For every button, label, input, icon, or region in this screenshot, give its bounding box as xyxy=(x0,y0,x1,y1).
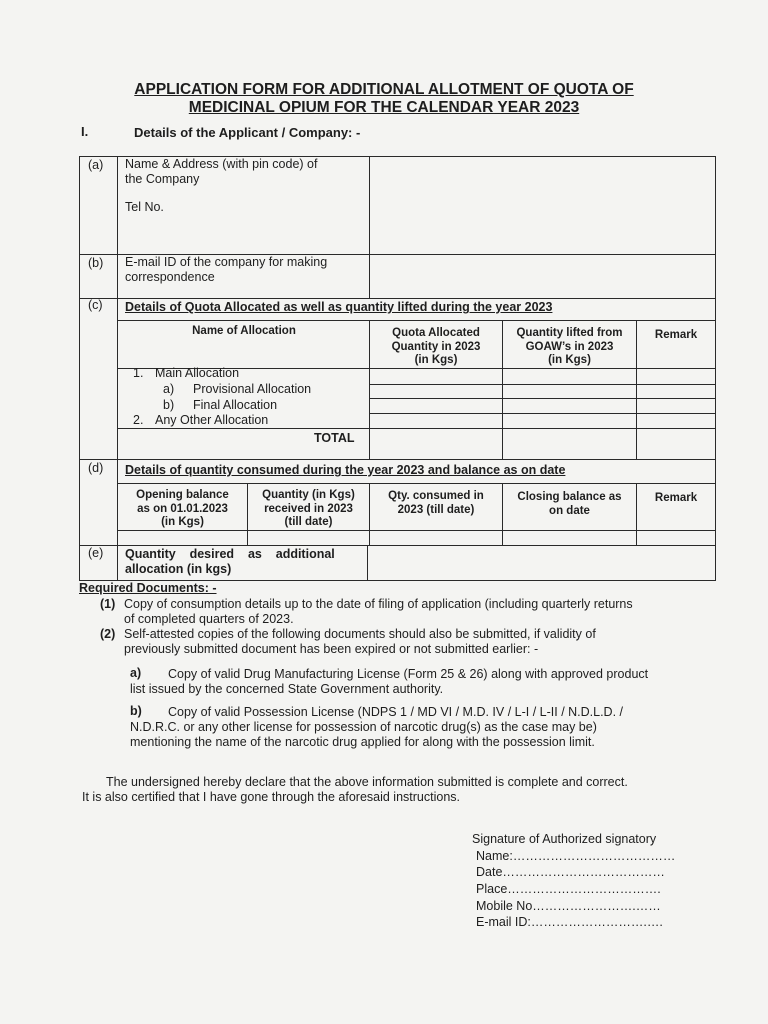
additional-quantity-field[interactable] xyxy=(370,547,713,579)
signature-heading: Signature of Authorized signatory xyxy=(472,832,657,846)
col-quantity-lifted: Quantity lifted from GOAW’s in 2023 (in Kgs) xyxy=(516,327,623,366)
item-provisional-allocation: Provisional Allocation xyxy=(193,382,312,396)
col-remark-c: Remark xyxy=(654,329,698,341)
row-d-heading: Details of quantity consumed during the year 2023 and balance as on date xyxy=(125,463,566,477)
sub-a-number: a) xyxy=(130,666,142,680)
row-e-code: (e) xyxy=(88,546,104,560)
company-name-address-field[interactable] xyxy=(372,158,712,252)
row-d-code: (d) xyxy=(88,461,104,475)
col-quota-allocated: Quota Allocated Quantity in 2023 (in Kgs) xyxy=(391,327,481,366)
signature-place-field[interactable]: Place………………………………. xyxy=(476,882,661,896)
sub-a-line-1: Copy of valid Drug Manufacturing License (Form 25 & 26) along with approved product xyxy=(168,667,649,681)
item-1a-number: a) xyxy=(163,382,175,396)
section-number: I. xyxy=(81,124,89,139)
col-name-of-allocation: Name of Allocation xyxy=(192,325,296,337)
signature-date-field[interactable]: Date………………………………… xyxy=(476,865,665,879)
row-a-label-1: Name & Address (with pin code) of xyxy=(125,157,318,171)
item-1-number: 1. xyxy=(133,366,144,380)
sub-b-line-3: mentioning the name of the narcotic drug applied for along with the possession limit. xyxy=(130,735,595,749)
row-a-tel-label: Tel No. xyxy=(125,200,164,214)
row-b-label-1: E-mail ID of the company for making xyxy=(125,255,328,269)
section-heading: Details of the Applicant / Company: - xyxy=(134,125,361,140)
col-opening-balance: Opening balance as on 01.01.2023 (in Kgs) xyxy=(136,489,229,528)
item-final-allocation: Final Allocation xyxy=(193,398,278,412)
req-1-number: (1) xyxy=(100,597,116,611)
item-1b-number: b) xyxy=(163,398,175,412)
sub-b-line-1: Copy of valid Possession License (NDPS 1 / MD VI / M.D. IV / L-I / L-II / N.D.L.D. / xyxy=(168,705,624,719)
row-b-label-2: correspondence xyxy=(125,270,215,284)
req-1-line-1: Copy of consumption details up to the date of filing of application (including quarterly returns xyxy=(124,597,633,611)
row-c-code: (c) xyxy=(88,298,103,312)
declaration-line-2: It is also certified that I have gone through the aforesaid instructions. xyxy=(82,790,460,804)
signature-email-field[interactable]: E-mail ID:……………………….…. xyxy=(476,915,663,929)
col-quantity-received: Quantity (in Kgs) received in 2023 (till date) xyxy=(262,489,355,528)
item-main-allocation: Main Allocation xyxy=(155,366,240,380)
col-closing-balance: Closing balance as on date xyxy=(517,491,622,517)
form-title-line2: MEDICINAL OPIUM FOR THE CALENDAR YEAR 2023 xyxy=(188,99,580,116)
row-b-code: (b) xyxy=(88,256,104,270)
req-2-number: (2) xyxy=(100,627,116,641)
row-e-label-1: Quantity desired as additional xyxy=(125,547,335,561)
company-email-field[interactable] xyxy=(372,256,712,296)
required-documents-heading: Required Documents: - xyxy=(79,581,217,595)
req-1-line-2: of completed quarters of 2023. xyxy=(124,612,294,626)
sub-a-line-2: list issued by the concerned State Government authority. xyxy=(130,682,444,696)
sub-b-line-2: N.D.R.C. or any other license for possession of narcotic drug(s) as the case may be) xyxy=(130,720,597,734)
form-title-line1: APPLICATION FORM FOR ADDITIONAL ALLOTMENT OF QUOTA OF xyxy=(134,81,634,98)
signature-name-field[interactable]: Name:………………………………… xyxy=(476,849,676,863)
row-c-heading: Details of Quota Allocated as well as quantity lifted during the year 2023 xyxy=(125,300,553,314)
signature-mobile-field[interactable]: Mobile No…………………….…… xyxy=(476,899,661,913)
declaration-line-1: The undersigned hereby declare that the above information submitted is complete and correct. xyxy=(106,775,628,789)
sub-b-number: b) xyxy=(130,704,142,718)
item-2-number: 2. xyxy=(133,413,144,427)
row-a-code: (a) xyxy=(88,158,104,172)
col-qty-consumed: Qty. consumed in 2023 (till date) xyxy=(388,490,484,516)
item-any-other-allocation: Any Other Allocation xyxy=(155,413,269,427)
row-a-label-2: the Company xyxy=(125,172,200,186)
req-2-line-2: previously submitted document has been expired or not submitted earlier: - xyxy=(124,642,539,656)
total-label: TOTAL xyxy=(314,431,355,445)
col-remark-d: Remark xyxy=(654,492,698,504)
req-2-line-1: Self-attested copies of the following documents should also be submitted, if validity of xyxy=(124,627,596,641)
row-e-label-2: allocation (in kgs) xyxy=(125,562,232,576)
